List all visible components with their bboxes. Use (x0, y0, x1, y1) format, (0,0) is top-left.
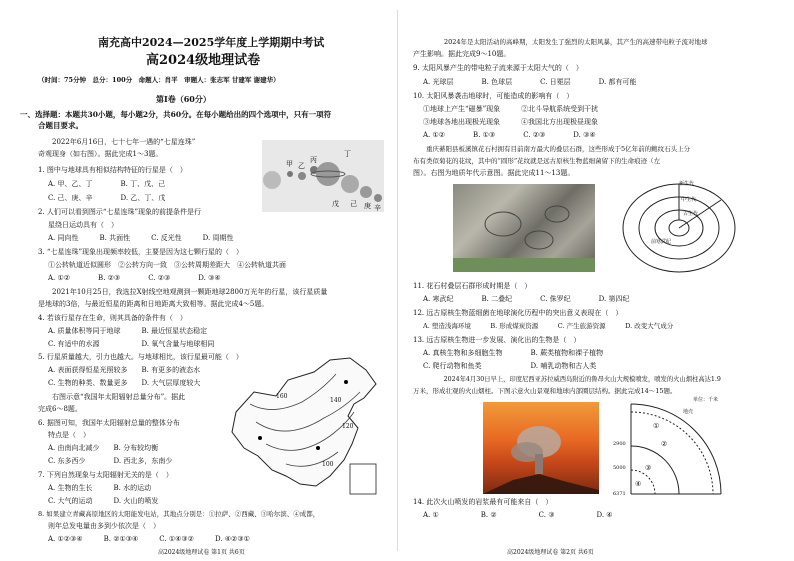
question-option: A. 真核生物和多细胞生物 B. 蕨类植物和裸子植物 (423, 349, 604, 357)
sun-shape (263, 171, 281, 189)
planet-label: 甲 (286, 160, 293, 168)
section-intro-1: 一、选择题：本题共30小题，每小题2分，共60分。在每小题给出的四个选项中，只有一项符 (20, 110, 332, 119)
question-13: 13. 远古原核生物进一步发展、演化出的生物是（ ） (413, 336, 581, 344)
question-option: A. ①②③④ B. ②①③④ C. ①④③② D. ④②③① (48, 535, 250, 543)
passage-line: 布有类似菊花的花纹，其中的“圆形”花纹就是远古原核生物蓝细菌留下的生命痕迹（左 (413, 157, 661, 165)
question-option: A. 由南向北减少 B. 分布较均衡 (48, 444, 159, 452)
question-option: A. 塑造浅海环境 B. 形成煤炭资源 C. 产生旅游资源 D. 改变大气成分 (423, 322, 674, 330)
question-10: 10. 太阳风暴袭击地球时，可能造成的影响有（ ） (413, 92, 574, 100)
passage-line: 是地球的3倍，与最近恒星的距离和日地距离大致相等。据此完成4～5题。 (38, 300, 269, 308)
question-option: A. 寒武纪 B. 二叠纪 C. 侏罗纪 D. 第四纪 (423, 295, 630, 303)
passage-line: 右图示意“我国年太阳辐射总量分布”。据此 (38, 393, 186, 401)
passage-line: 2021年10月25日，我选拉X射线空地观测到一颗距地球2800万光年的行星，该行星质量 (38, 288, 328, 296)
isoline-label: 160 (276, 393, 288, 400)
question-12: 12. 远古原核生物蓝细菌在地球演化历程中的突出意义表现在（ ） (413, 309, 623, 317)
right-page (409, 0, 794, 561)
question-option: A. 生物的生长 B. 水的运动 (48, 484, 152, 492)
passage-line: 重庆綦阳县板溪镇花石村拥有目前南方最大的叠层石群，这些形成于5亿年前的鲍纹石头上分 (413, 145, 691, 153)
earth-interior-diagram (613, 394, 741, 497)
passage-line: 万米，形成壮观的火山烟柱。下图示意火山景观和地球内部圈层结构。据此完成14～15题。 (413, 387, 677, 395)
layer-label: ① (653, 422, 660, 430)
question-2: 2. 人们可以看到图示“七星连珠”现象的前提条件是行 (38, 208, 202, 216)
question-option: C. 爬行动物和鱼类 D. 哺乳动物和古人类 (423, 362, 597, 370)
volcano-photo (483, 402, 599, 494)
question-option: A. ①② B. ②③ C. ②③ D. ③④ (48, 274, 221, 282)
layer-label: ④ (635, 480, 642, 488)
question-1: 1. 图中与地球具有相似结构特征的行星是（ ） (38, 166, 187, 174)
geologic-time-diagram (621, 176, 737, 276)
china-map-outline (226, 352, 382, 502)
question-option: C. 有适中的水源 D. 氧气含量与地球相同 (48, 340, 215, 348)
earth-unit: 单位：千米 (693, 397, 719, 403)
question-option: A. 质量体积等同于地球 B. 最近恒星状态稳定 (48, 327, 208, 335)
passage-line: 奇观现身（如右图）。据此完成1～3题。 (38, 150, 163, 158)
question-option: C. 东多西少 D. 西北多，东南少 (48, 457, 173, 465)
question-option: A. 光球层 B. 色球层 C. 日冕层 D. 都有可能 (423, 78, 637, 86)
era-label: 新生代 (679, 181, 695, 187)
question-5: 5. 行星质量越大，引力也越大。与地球相比，该行星最可能（ ） (38, 353, 243, 361)
geo-rings (621, 176, 737, 276)
section-intro-2: 合题目要求。 (38, 121, 83, 130)
section-heading: 第Ⅰ卷（60分） (156, 94, 211, 104)
question-statements: ③地球各地出现极光现象 ④我国北方出现极昼现象 (423, 118, 598, 126)
stromatolite-photo (453, 184, 595, 272)
question-11: 11. 花石村叠层石群形成时期是（ ） (413, 282, 532, 290)
isoline-label: 120 (342, 423, 354, 430)
era-label: 中生代 (681, 197, 697, 203)
question-stem-cont: 特点是（ ） (48, 431, 90, 439)
china-solar-map (226, 352, 382, 502)
question-option: C. 大气的运动 D. 火山的喷发 (48, 497, 159, 505)
question-6: 6. 据图可知，我国年太阳辐射总量的整体分布 (38, 419, 180, 427)
question-14: 14. 此次火山喷发的岩浆最有可能来自（ ） (413, 498, 553, 506)
era-label: 前寒武纪 (651, 239, 672, 245)
left-page (0, 0, 385, 561)
depth-label: 2900 (613, 441, 626, 447)
planet-label: 戊 (332, 200, 339, 208)
crust-label: 地壳 (683, 409, 694, 415)
planet-label: 乙 (298, 162, 305, 170)
isoline-label: 100 (322, 461, 334, 468)
question-stem-cont: 星绕日运动具有（ ） (48, 221, 118, 229)
exam-title: 南充高中2024—2025学年度上学期期中考试 (98, 36, 325, 49)
question-option: C. 生物的种类、数量更多 D. 大气层厚度较大 (48, 379, 201, 387)
page-divider (397, 10, 398, 551)
planet-label: 丙 (310, 156, 317, 164)
question-option: A. 同向性 B. 共面性 C. 反光性 D. 周期性 (48, 234, 234, 242)
question-4: 4. 若该行星存在生命，则其具备的条件有（ ） (38, 314, 187, 322)
question-stem-cont: 则年总发电量由多到少依次是（ ） (48, 522, 160, 530)
passage-line: 图）。右图为地质年代示意图。据此完成11～13题。 (413, 169, 575, 177)
question-statements: ①地球上产生“磁暴”现象 ②北斗导航系统受到干扰 (423, 105, 599, 113)
paper-title: 高2024级地理试卷 (146, 53, 261, 68)
era-label: 古生代 (683, 211, 699, 217)
passage-line: 完成6～8题。 (38, 405, 82, 413)
question-option: A. ①② B. ①③ C. ②③ D. ③④ (423, 131, 596, 139)
question-8: 8. 如果建立青藏高原地区的太阳能发电站，其地点分别是：①拉萨、②西藏、③哈尔滨、④成都， (38, 510, 320, 518)
isoline-label: 140 (330, 397, 342, 404)
planet-label: 辛 (374, 204, 381, 212)
exam-meta: （时间：75分钟 总分：100分 命题人：肖平 审题人：张志军 甘建军 谢建华） (38, 76, 280, 84)
planet-alignment-figure (262, 140, 384, 212)
question-option: A. ① B. ② C. ③ D. ④ (423, 511, 613, 519)
planet-label: 庚 (364, 202, 371, 210)
layer-label: ③ (645, 464, 652, 472)
passage-line: 产生影响。据此完成9～10题。 (413, 50, 511, 58)
passage-line: 2022年6月16日，七十七年一遇的“七星连珠” (38, 138, 196, 146)
page-footer: 高2024级地理试卷 第2页 共6页 (507, 549, 594, 556)
question-option: A. 表面获得恒星光照较多 B. 有更多的液态水 (48, 366, 201, 374)
question-3: 3. “七星连珠”现象出现频率较低，主要是因为这七颗行星的（ ） (38, 248, 244, 256)
question-9: 9. 太阳风暴产生的带电粒子流来源于太阳大气的（ ） (413, 64, 583, 72)
depth-label: 5000 (613, 465, 626, 471)
layer-label: ② (661, 440, 668, 448)
planet-label: 丁 (344, 150, 351, 158)
question-option: A. 甲、乙、丁 B. 丁、戊、己 (48, 180, 166, 188)
question-7: 7. 下列自然现象与太阳辐射无关的是（ ） (38, 471, 173, 479)
depth-label: 6371 (613, 491, 626, 497)
planet-label: 己 (350, 200, 357, 208)
passage-line: 2024年4月30日早上，印度尼西亚苏拉威西岛附近的鲁昂火山大规模喷发，喷发的火山烟柱高达1.9 (431, 376, 721, 383)
question-statements: ①公转轨道近似圆形 ②公转方向一致 ③公转周期差距大 ④公转轨道共面 (48, 261, 286, 269)
passage-line: 2024年是太阳活动的高峰期，太阳发生了强烈的太阳风暴，其产生的高速带电粒子流对地球 (431, 38, 708, 46)
page-footer: 高2024级地理试卷 第1页 共6页 (158, 549, 245, 556)
question-option: C. 己、庚、辛 D. 乙、丁、戊 (48, 194, 166, 202)
